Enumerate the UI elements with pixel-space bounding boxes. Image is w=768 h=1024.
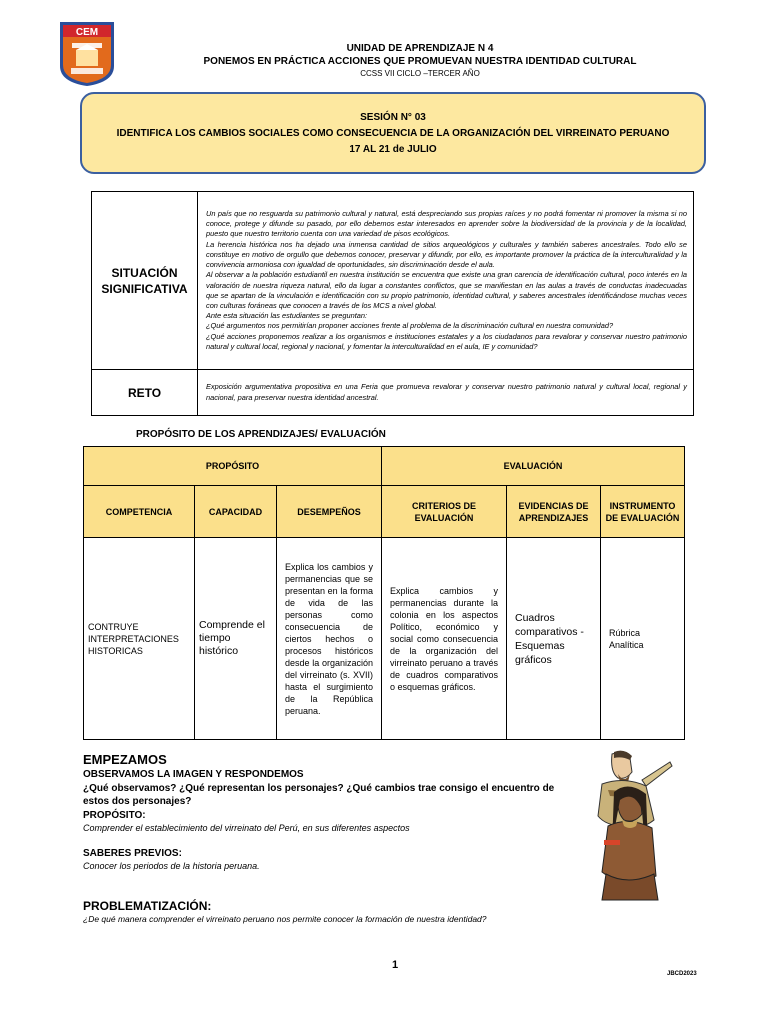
prior-knowledge-label: SABERES PREVIOS:: [83, 848, 182, 859]
start-section: [83, 752, 563, 873]
purpose-label: PROPÓSITO:: [83, 810, 146, 821]
school-logo: [58, 20, 116, 88]
start-questions: ¿Qué observamos? ¿Qué representan los personajes? ¿Qué cambios trae consigo el encuentro de estos dos personajes?: [83, 783, 555, 807]
table-header-row: [84, 486, 685, 538]
group-header-purpose: PROPÓSITO: [84, 447, 382, 486]
table-row: [84, 538, 685, 740]
session-banner: [80, 92, 706, 174]
situation-text: [198, 192, 694, 370]
unit-title: UNIDAD DE APRENDIZAJE N 4: [346, 43, 494, 54]
situation-row: [92, 192, 694, 370]
page-number: 1: [392, 959, 399, 971]
cell-competencia: CONTRUYE INTERPRETACIONES HISTORICAS: [84, 538, 195, 740]
cell-evidencias: Cuadros comparativos - Esquemas gráficos: [507, 538, 601, 740]
session-dates: 17 AL 21 de JULIO: [349, 144, 437, 155]
column-header-capacidad: CAPACIDAD: [195, 486, 277, 538]
document-header: [120, 42, 720, 80]
unit-name: PONEMOS EN PRÁCTICA ACCIONES QUE PROMUEVAN NUESTRA IDENTIDAD CULTURAL: [203, 56, 637, 67]
column-header-evidencias: EVIDENCIAS DE APRENDIZAJES: [507, 486, 601, 538]
situation-table: [91, 191, 694, 416]
purpose-text: Comprender el establecimiento del virreinato del Perú, en sus diferentes aspectos: [83, 823, 410, 833]
footer-code: JBCD2023: [667, 971, 697, 977]
situation-label: SITUACIÓN SIGNIFICATIVA: [92, 192, 198, 370]
challenge-text: Exposición argumentativa propositiva en una Feria que promueva revalorar y conservar nuestro patrimonio natural y cultural local, regional y nacional, para preservar nuestra identidad ancestral.: [198, 370, 694, 416]
column-header-desempenos: DESEMPEÑOS: [277, 486, 382, 538]
start-subheading: OBSERVAMOS LA IMAGEN Y RESPONDEMOS: [83, 769, 304, 780]
situation-paragraph: Al observar a la población estudiantil en nuestra institución se encuentra que existe una gran carencia de identificación cultural, poco interés en la valoración de nuestra riqueza natural, ello da lugar a constantes conflictos, que se manifiestan en las aulas a través de conductas inadecuadas que se apartan de la vinculación e identificación con su propio patrimonio, identidad cultural, y saberes ancestrales identificándose muchas veces con culturas foráneas que conocen a través de los MCS a nivel global.: [206, 270, 687, 310]
conquistador-and-inca-illustration: [572, 750, 678, 902]
table-group-header-row: [84, 447, 685, 486]
problem-question: ¿De qué manera comprender el virreinato peruano nos permite conocer la formación de nuestra identidad?: [83, 914, 487, 924]
session-title: IDENTIFICA LOS CAMBIOS SOCIALES COMO CONSECUENCIA DE LA ORGANIZACIÓN DEL VIRREINATO PERUANO: [116, 128, 670, 139]
start-heading: EMPEZAMOS: [83, 752, 167, 767]
situation-paragraph: Ante esta situación las estudiantes se preguntan:: [206, 311, 368, 321]
cell-instrumento: Rúbrica Analítica: [601, 538, 685, 740]
situation-paragraph: ¿Qué argumentos nos permitirían proponer acciones frente al problema de la discriminación cultural en nuestra comunidad?: [206, 321, 614, 331]
situation-paragraph: Un país que no resguarda su patrimonio cultural y natural, está despreciando sus propias raíces y no podrá fomentar ni promover la misma si no conoce, protege y difunde su pasado, por ello debemos estar interesados en aprender sobre la biodiversidad de la provincia y de la localidad, puesto que nuestro territorio cuenta con una variedad de pisos ecológicos.: [206, 209, 687, 239]
problem-section: [83, 898, 643, 925]
situation-paragraph: La herencia histórica nos ha dejado una inmensa cantidad de sitios arqueológicos y culturales y también saberes ancestrales. Todo ello se constituye en motivo de orgullo que debemos conocer, preservar y difundir, por ello, es importante promover la práctica de la interculturalidad y la convivencia armoniosa con igualdad de oportunidades, sin discriminación desde el aula.: [206, 239, 687, 270]
group-header-evaluation: EVALUACIÓN: [382, 447, 685, 486]
session-number: SESIÓN N° 03: [360, 112, 426, 123]
column-header-competencia: COMPETENCIA: [84, 486, 195, 538]
cycle-label: CCSS VII CICLO –TERCER AÑO: [360, 69, 480, 78]
situation-paragraph: ¿Qué acciones proponemos realizar a los organismos e instituciones estatales y a los ciudadanos para revalorar y conservar nuestro patrimonio natural y cultural local, regional y nacional, y fomentar la interculturalidad en el aula, IE y comunidad?: [206, 331, 687, 351]
cell-criterios: Explica cambios y permanencias durante la colonia en los aspectos Político, económico y social como consecuencia de la organización del virreinato peruano a través de cuadros comparativos o esquemas gráficos.: [382, 538, 507, 740]
challenge-label: RETO: [92, 370, 198, 416]
cell-capacidad: Comprende el tiempo histórico: [195, 538, 277, 740]
cell-desempenos: Explica los cambios y permanencias que se presentan en la forma de vida de las personas como consecuencia de ciertos hechos o procesos históricos desde la organización del virreinato (s. XVII) hasta el surgimiento de la República peruana.: [277, 538, 382, 740]
column-header-instrumento: INSTRUMENTO DE EVALUACIÓN: [601, 486, 685, 538]
challenge-row: [92, 370, 694, 416]
problem-heading: PROBLEMATIZACIÓN:: [83, 899, 212, 913]
purpose-section-title: PROPÓSITO DE LOS APRENDIZAJES/ EVALUACIÓN: [136, 429, 386, 440]
evaluation-table: [83, 446, 685, 740]
logo-acronym: CEM: [75, 27, 99, 38]
column-header-criterios: CRITERIOS DE EVALUACIÓN: [382, 486, 507, 538]
prior-knowledge-text: Conocer los periodos de la historia peruana.: [83, 861, 260, 871]
